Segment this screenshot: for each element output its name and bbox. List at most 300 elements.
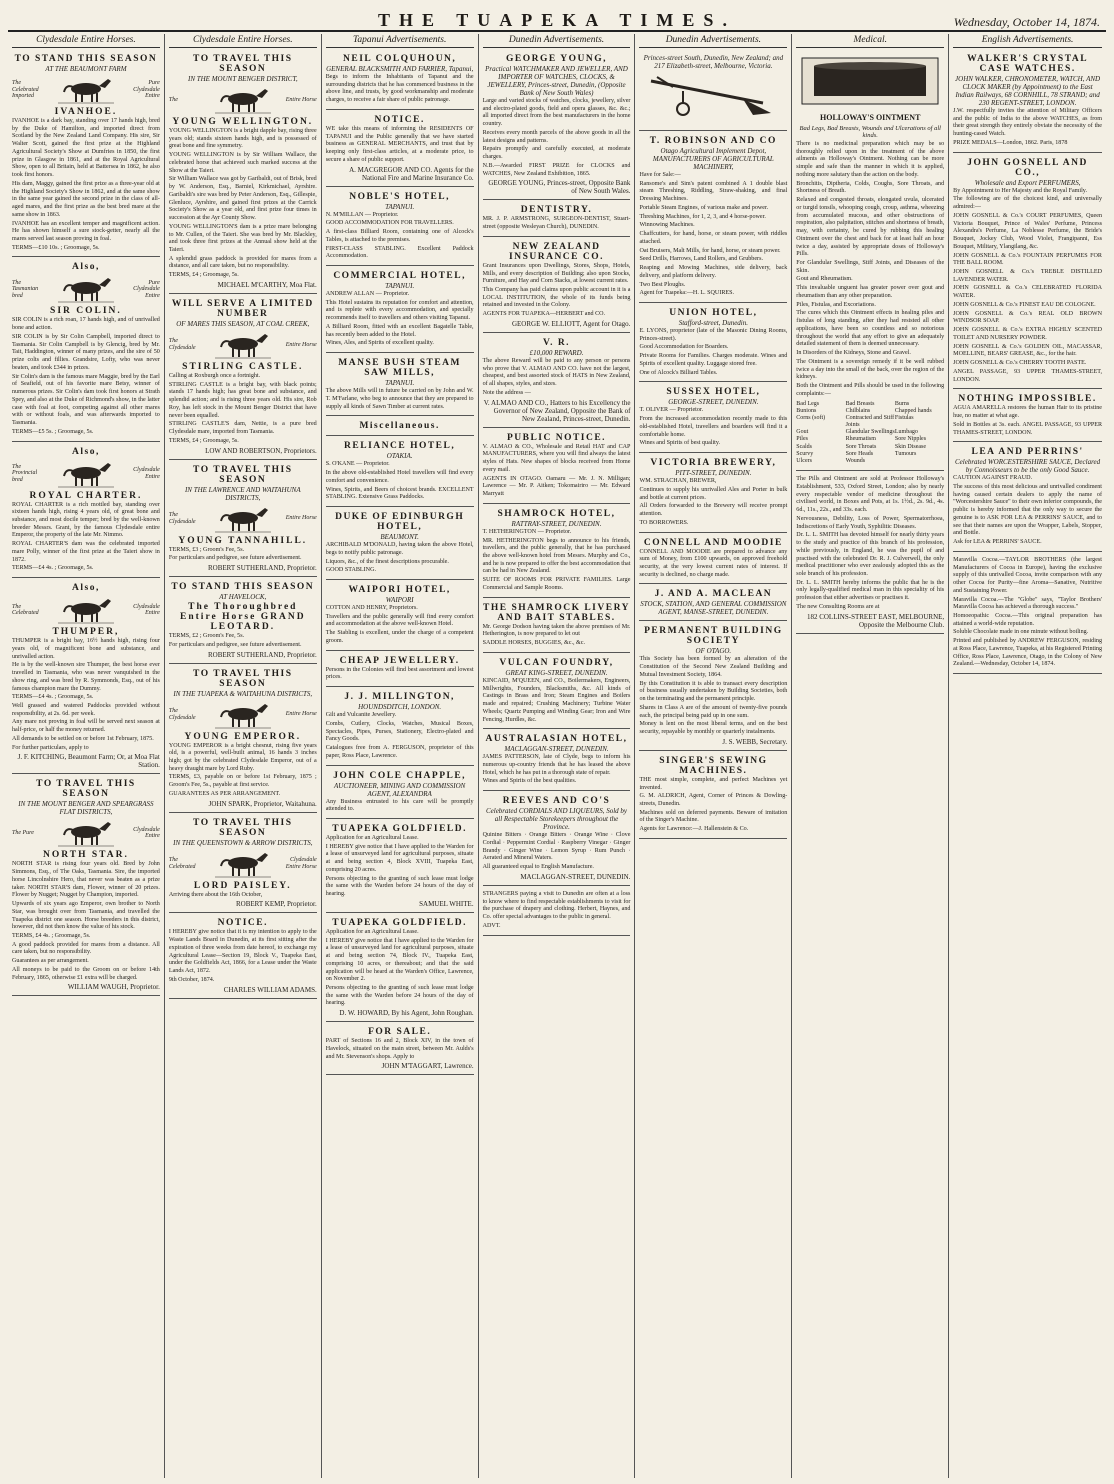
ad-paragraph: This Company has paid claims upon public account in it is a LOCAL INSTITUTION, the whole of its funds being retained and invested in the Colony.: [482, 287, 631, 309]
vignette-right-caption: Clydesdale Entire: [133, 603, 160, 617]
ad-subtitle: IN THE LAWRENCE AND WAITAHUNA DISTRICTS,: [184, 485, 301, 502]
ad-signature: A. MACGREGOR AND CO. Agents for the National Fire and Marine Insurance Co.: [349, 165, 474, 182]
ad-paragraph: YOUNG WELLINGTON is a bright dapple bay, rising three years old; stands sixteen hands high, and is possessed of great bone and fine symmetry.: [168, 128, 317, 150]
ad-subtitle: AT HAVELOCK,: [219, 593, 267, 602]
ad-paragraph: Sir William Wallace was got by Garibaldi, out of Brisk, bred by W. Anderson, Esq., Barniel, Kirkmichael, Ayrshire. Garibaldi's sire was bred by Peter Anderson, Esq., Gillespie, Glenluce, Ayrshire, and gained first prizes at the Carrick Society's Show as a year old, and first prize four times in succession at the Ayr County Show.: [168, 176, 317, 222]
ad-paragraph: The Pills and Ointment are sold at Professor Holloway's Establishment, 533, Oxford Street, London; also by nearly every respectable vendor of medicine throughout the civilised world, in Boxes and Pots, at 1s. 1½d., 2s. 9d., 4s. 6d., 11s., 22s., and 33s. each.: [796, 476, 945, 514]
ad-paragraph: 9th October, 1874.: [168, 976, 215, 983]
advertisement: [483, 655, 631, 729]
ad-paragraph: Receives every month parcels of the above goods in all the latest designs and patterns.: [482, 129, 631, 144]
ad-subtitle: GENERAL BLACKSMITH AND FARRIER, Tapanui,: [326, 65, 474, 73]
ad-title: Also,: [72, 446, 100, 457]
ad-subtitle: GREAT KING-STREET, DUNEDIN.: [505, 668, 608, 677]
ad-paragraph: FIRST-CLASS STABLING. Excellent Paddock Accommodation.: [325, 245, 474, 260]
ad-paragraph: G. M. ALDRICH, Agent, Corner of Princes & Dowling-streets, Dunedin.: [639, 793, 788, 807]
vignette-right-caption: Entire Horse: [285, 96, 317, 103]
ad-paragraph: Piles, Fistulas, and Excoriations.: [796, 301, 876, 308]
ad-paragraph: IVANHOE is a dark bay, standing over 17 hands high, bred by the Duke of Hamilton, and imported direct from Scotland by the New Zealand Land Company. His sire, Sir Walter Scott, gained the first prize at the Highland Agricultural Society's Show at Dumfries in 1850, the first prize in Glasgow in 1861, and at the Royal Agricultural Show, open to all Britain, held at Battersea in 1862, he also took first honors.: [12, 118, 160, 179]
advertisement: [326, 355, 474, 416]
ad-paragraph: Winnowing Machines.: [639, 222, 695, 229]
ad-paragraph: TERMS—£4 4s. ; Groomage, 5s.: [12, 565, 94, 572]
ad-paragraph: T. HETHERINGTON — Proprietor.: [482, 528, 572, 535]
ad-paragraph: Sir Colin's dam is the famous mare Maggie, bred by the Earl of Seafield, out of his favorite mare Betsy, winner of numerous prizes. Sir Colin's dam took first honors at Strath Spey, and also at the Duke of Richmond's show, in the latter case with foal at foot, competing against all other mares with or without foals, and was afterwards imported to Tasmania.: [12, 373, 160, 427]
banner-label: HOLLOWAY'S OINTMENT: [820, 113, 921, 122]
complaint-item: Piles: [796, 436, 808, 443]
ad-paragraph: Homoeopathic Cocoa.—This original preparation has attained a world-wide reputation.: [953, 612, 1103, 627]
ad-paragraph: Oat Bruisers, Malt Mills, for hand, horse, or steam power.: [639, 247, 781, 254]
ad-paragraph: Money is lent on the most liberal terms, and on the best security, repayable by monthly or quarterly instalments.: [639, 721, 788, 736]
ad-signature: ROBERT SUTHERLAND, Proprietor.: [207, 650, 317, 659]
horse-name: YOUNG WELLINGTON.: [172, 117, 314, 127]
ad-signature: MICHAEL M'CARTHY, Moa Flat.: [217, 280, 317, 289]
ad-paragraph: For particulars and pedigree, see future advertisement.: [168, 641, 302, 648]
advertisement: [639, 753, 787, 839]
complaint-item: Gout: [796, 429, 809, 436]
ad-paragraph: THUMPER is a bright bay, 16½ hands high, rising four years old, of magnificent bone and substance, and unrivalled action.: [12, 638, 160, 660]
complaint-item: Tumours: [894, 450, 917, 457]
column-header: Medical.: [796, 34, 944, 48]
ad-subtitle: STOCK, STATION, AND GENERAL COMMISSION AGENT, MANSE-STREET, DUNEDIN.: [640, 600, 787, 617]
ad-paragraph: The above Mills will in future be carried on by John and W. T. M'Farlane, who beg to announce that they are prepared to supply all kinds of Sawn Timber at current rates.: [325, 388, 474, 410]
column-3: [322, 34, 479, 1478]
ad-paragraph: Application for an Agricultural Lease.: [325, 928, 419, 935]
ad-subtitle: Celebrated WORCESTERSHIRE SAUCE, Declared by Connoisseurs to be the only Good Sauce.: [955, 458, 1101, 475]
ad-paragraph: JAMES PATTERSON, late of Clyde, begs to inform his numerous up-country friends that he has leased the above Hotel, which he has put in a thorough state of repair.: [482, 754, 631, 776]
ointment-pot-icon: [800, 56, 940, 106]
ad-paragraph: WM. STRACHAN, BREWER,: [639, 478, 717, 485]
ad-paragraph: TERMS, £2 ; Groom's Fee, 5s.: [168, 633, 245, 640]
column-5: [635, 34, 792, 1478]
ad-signature: 182 COLLINS-STREET EAST, MELBOURNE, Opposite the Melbourne Club.: [806, 612, 945, 629]
ad-paragraph: Wines and Spirits of the best qualities.: [482, 778, 577, 785]
ad-paragraph: AGUA AMARELLA restores the human Hair to its pristine hue, no matter at what age.: [953, 405, 1103, 420]
ad-signature: SAMUEL WHITE.: [419, 899, 474, 908]
ad-paragraph: JOHN GOSNELL & Co.'s CELEBRATED FLORIDA WATER.: [953, 285, 1103, 300]
column-4: [479, 34, 636, 1478]
advertisement: [326, 582, 474, 651]
ad-title: TUAPEKA GOLDFIELD.: [332, 823, 467, 834]
complaint-item: Chilblains: [845, 407, 871, 414]
ad-title: REEVES AND CO'S: [502, 796, 611, 807]
ad-paragraph: SUITE OF ROOMS FOR PRIVATE FAMILIES. Large Commercial and Sample Rooms.: [482, 577, 631, 591]
ad-paragraph: Begs to inform the Inhabitants of Tapanui and the surrounding districts that he has commenced business in the above line, and trusts, by good workmanship and moderate charges, to receive a fair share of public patronage.: [325, 74, 474, 104]
ad-paragraph: Guarantees as per arrangement.: [12, 958, 89, 965]
advertisement: [326, 418, 474, 436]
advertisement: [483, 600, 631, 653]
ad-paragraph: JOHN GOSNELL & Co.'s TREBLE DISTILLED LAVENDER WATER.: [953, 269, 1103, 283]
advertisement: [12, 259, 160, 441]
complaint-item: Sore Heads: [845, 450, 874, 457]
ad-paragraph: For further particulars, apply to: [12, 744, 89, 751]
ad-paragraph: Have for Sale:—: [639, 172, 681, 178]
plough-illustration: [639, 73, 787, 124]
ad-paragraph: N. M'MILLAN — Proprietor.: [325, 211, 399, 218]
ad-paragraph: All guaranteed equal to English Manufacture.: [482, 864, 594, 871]
horse-name: The Thoroughbred Entire Horse GRAND LEOTARD.: [180, 602, 306, 633]
advertisement: [169, 815, 317, 914]
ad-paragraph: JOHN GOSNELL & Co.'s FOUNTAIN PERFUMES FOR THE BALL ROOM.: [953, 252, 1103, 267]
ad-title: TO TRAVEL THIS SEASON: [193, 54, 293, 74]
advertisement: [169, 462, 317, 577]
ad-paragraph: Gout and Rheumatism.: [796, 276, 853, 283]
ad-subtitle: AUCTIONEER, MINING AND COMMISSION AGENT, ALEXANDRA: [333, 781, 466, 798]
ad-paragraph: TERMS, £3, payable on or before 1st February, 1875 ; Groom's Fee, 5s., payable at first service.: [168, 774, 317, 789]
complaint-item: Bunions: [796, 407, 817, 414]
advertisement: [483, 506, 631, 598]
advertisement: [796, 473, 944, 633]
advertisement: [483, 888, 631, 936]
horse-icon: [213, 701, 273, 729]
ad-paragraph: MR. J. P. ARMSTRONG, SURGEON-DENTIST, Stuart-street (opposite Wesleyan Church), DUNEDIN.: [482, 216, 631, 231]
ad-title: NOBLE'S HOTEL,: [349, 191, 451, 202]
vignette-left-caption: The Clydesdale: [168, 511, 196, 525]
ad-paragraph: Combs, Cutlery, Clocks, Watches, Musical Boxes, Spectacles, Pipes, Purses, Stationery, Electro-plated and Fancy Goods.: [325, 720, 474, 743]
ad-paragraph: YOUNG WELLINGTON'S dam is a prize mare belonging to Mr. Cullen, of the Taieri. She was bred by Mr. Blackley, and took three first prizes at the Annual show held at the Taieri.: [168, 223, 317, 254]
ad-title: PERMANENT BUILDING SOCIETY: [644, 626, 783, 647]
vignette-left-caption: The Clydesdale: [168, 338, 196, 351]
ad-paragraph: The Ointment is a sovereign remedy if it be well rubbed twice a day into the small of the back, over the region of the kidneys.: [796, 358, 945, 381]
ad-signature: V. ALMAO AND CO., Hatters to his Excellency the Governor of New Zealand, Opposite the Bank of New Zealand, Princes-street, Dunedin.: [483, 398, 631, 423]
ad-paragraph: All Orders forwarded to the Brewery will receive prompt attention.: [639, 503, 788, 518]
ad-paragraph: Nervousness, Debility, Loss of Power, Spermatorrhoea, Indiscretions of Early Youth, Syphilitic Diseases.: [796, 515, 945, 530]
advertisement: [12, 776, 160, 996]
vignette-left-caption: The: [168, 96, 178, 103]
column-header: Dunedin Advertisements.: [639, 34, 787, 48]
ad-subtitle: Practical WATCHMAKER AND JEWELLER, AND IMPORTER OF WATCHES, CLOCKS, & JEWELLERY, Princes-street, Dunedin, (Opposite Bank of New South Wales): [485, 65, 628, 97]
ad-paragraph: MR. HETHERINGTON begs to announce to his friends, travellers, and the public generally, that he has purchased the above well-known hotel from Messrs. Murphy and Co., and he is now prepared to offer the best accommodation that can be had in New Zealand.: [482, 537, 631, 575]
horse-name: SIR COLIN.: [50, 306, 122, 317]
complaint-item: Rheumatism: [845, 436, 876, 443]
ad-title: TO TRAVEL THIS SEASON: [193, 817, 293, 838]
horse-name: THUMPER,: [52, 627, 120, 638]
ad-paragraph: IVANHOE has an excellent temper and magnificent action. He has shown himself a sure stock-getter, nearly all the mares served last season proving in foal.: [12, 220, 160, 243]
complaint-item: Chapped hands: [894, 407, 932, 414]
ad-subtitle: Wholesale and Export PERFUMERS,: [974, 178, 1081, 187]
advertisement: [326, 509, 474, 580]
ad-paragraph: Note the address —: [482, 389, 531, 396]
ad-paragraph: SADDLE HORSES, BUGGIES, &c., &c.: [482, 640, 585, 647]
ad-paragraph: ROYAL CHARTER is a rich mottled bay, standing over sixteen hands high, rising 4 years old, of great bone and substance, and most docile temper; bred by the well-known breeder Messrs. Grant, by the famous Clydesdale entire Emperor, the property of the late Mr. Nimmo.: [12, 501, 160, 539]
ad-paragraph: Bronchitis, Diptheria, Colds, Coughs, Sore Throats, and Shortness of Breath.: [796, 180, 945, 195]
ad-title: WAIPORI HOTEL,: [348, 584, 451, 595]
ad-paragraph: N.B.—Awarded FIRST PRIZE for CLOCKS and WATCHES, New Zealand Exhibition, 1865.: [482, 162, 631, 177]
ad-paragraph: Repairs promptly and carefully executed, at moderate charges.: [482, 146, 631, 161]
advertisement: [12, 51, 160, 257]
vignette-left-caption: The Celebrated Imported: [12, 80, 39, 100]
ad-paragraph: Two Best Ploughs.: [639, 281, 686, 288]
ad-paragraph: All moneys to be paid to the Groom on or before 14th February, 1865, otherwise £1 extra will be charged.: [12, 966, 160, 981]
ad-subtitle: OTAKIA.: [386, 452, 413, 461]
ad-paragraph: Ask for LEA & PERRINS' SAUCE.: [953, 539, 1042, 546]
horse-icon: [56, 596, 116, 624]
ad-title: NEIL COLQUHOUN,: [343, 54, 457, 64]
ad-paragraph: A Billiard Room, fitted with an excellent Bagatelle Table, has recently been added to the Hotel.: [325, 323, 474, 338]
advertisement: [639, 623, 787, 750]
vignette-left-caption: The Celebrated: [168, 857, 196, 870]
column-header: Clydesdale Entire Horses.: [12, 34, 160, 48]
ad-title: THE SHAMROCK LIVERY AND BAIT STABLES.: [483, 602, 630, 623]
ad-title: TO STAND THIS SEASON: [14, 54, 158, 64]
ad-paragraph: KINCAID, M'QUEEN, and CO., Boilermakers, Engineers, Millwrights, Founders, Blacksmiths, &c. All kinds of Castings in Brass and Iron; Steam Engines and Boilers made and repaired; Crushing Machinery; Turbine Water Wheels; Quartz Pumping and Winding Gear; Iron and Wire Fencing, Hurdles, &c.: [482, 677, 631, 723]
ad-title: VICTORIA BREWERY,: [650, 458, 777, 469]
ad-subtitle: BEAUMONT.: [380, 533, 419, 542]
ad-title: MANSE BUSH STEAM SAW MILLS,: [338, 358, 461, 379]
ad-paragraph: ANDREW ALLAN — Proprietor.: [325, 291, 410, 298]
ad-subtitle: MACLAGGAN-STREET, DUNEDIN.: [504, 745, 609, 754]
ad-paragraph: Grant Insurances upon Dwellings, Stores, Shops, Hotels, Mills, and every description of Building; also upon Stocks, Furniture, and Hay and Corn Stacks, at lowest current rates.: [482, 262, 631, 285]
ad-paragraph: I HEREBY give notice that I have applied to the Warden for a lease of unsurveyed land for agricultural purposes, situate at and being section 74, Block IV., Tuapeka East, comprising 10 acres, or thereabout; and that the said application will be heard at the Warden's Office, Lawrence, on November 2.: [325, 937, 474, 983]
advertisement: [639, 586, 787, 621]
ad-paragraph: This Hotel sustains its reputation for comfort and attention, and is replete with every accommodation, and specially recommends itself to travellers and others visiting Tapanui.: [325, 299, 474, 322]
ad-paragraph: The above Reward will be paid to any person or persons who prove that V. ALMAO AND CO. have not the largest, cheapest, and best assorted stock of HATS in New Zealand, of all shapes, styles, and sizes.: [482, 357, 631, 388]
horse-vignette: [12, 459, 160, 489]
ad-title: NOTHING IMPOSSIBLE.: [958, 394, 1097, 405]
ad-paragraph: All demands to be settled on or before 1st February, 1875.: [12, 735, 154, 742]
horse-icon: [56, 275, 116, 303]
ad-paragraph: Portable Steam Engines, of various make and power.: [639, 204, 769, 211]
vignette-right-caption: Entire Horse: [285, 515, 317, 522]
complaint-item: Ulcers: [796, 458, 812, 464]
advertisement: [326, 51, 474, 110]
horse-vignette: [169, 330, 317, 360]
ad-signature: D. W. HOWARD, By his Agent, John Roughan.: [339, 1009, 474, 1018]
ad-subtitle: AT THE BEAUMONT FARM: [45, 65, 127, 73]
ad-paragraph: A first-class Billiard Room, containing one of Alcock's Tables, is attached to the premises.: [325, 229, 474, 243]
ad-title: PUBLIC NOTICE.: [506, 432, 607, 443]
vignette-left-caption: The Celebrated: [12, 603, 39, 617]
ad-paragraph: From the increased accommodation recently made to this old-established Hotel, travellers and boarders will find it a comfortable home.: [639, 416, 788, 438]
ad-paragraph: Chaffcutters, for hand, horse, or steam power, with riddles attached.: [639, 231, 788, 245]
complaint-item: Burns: [894, 400, 910, 407]
advertisement: [483, 335, 631, 428]
ad-paragraph: Any Business entrusted to his care will be promptly attended to.: [325, 798, 474, 813]
horse-vignette: [169, 849, 317, 879]
ad-subtitle: Celebrated CORDIALS AND LIQUEURS, Sold by all Respectable Storekeepers throughout the Province.: [485, 807, 628, 832]
advertisement: [639, 455, 787, 532]
ad-title: Miscellaneous.: [359, 421, 440, 432]
complaint-item: Corns (soft): [796, 414, 826, 421]
ad-subtitle: GEORGE-STREET, DUNEDIN.: [668, 398, 759, 407]
ad-paragraph: Dr. L. L. SMITH has devoted himself for nearly thirty years to the study and practice of this branch of his profession, while previously, in England, he was the pupil of and practised with the celebrated Dr. R. J. Culverwell, the only medical practitioner who ever zealously adopted this as the sole branch of his profession.: [796, 532, 945, 577]
column-header: Clydesdale Entire Horses.: [169, 34, 317, 48]
ad-paragraph: One of Alcock's Billiard Tables.: [639, 369, 718, 376]
ad-paragraph: This Society has been formed by an alteration of the Constitution of the Second New Zealand Building and Mutual Investment Society, 1864.: [639, 656, 788, 678]
ad-paragraph: Soluble Chocolate made in one minute without boiling.: [953, 629, 1089, 636]
horse-name: YOUNG EMPEROR.: [184, 731, 302, 742]
ad-paragraph: Private Rooms for Families. Charges moderate. Wines and Spirits of excellent quality. Luggage stored free.: [639, 353, 788, 367]
ad-signature: MACLAGGAN-STREET, DUNEDIN.: [520, 872, 631, 881]
ad-paragraph: STRANGERS paying a visit to Dunedin are often at a loss to know where to find respectable establishments to visit for the purchase of drapery and clothing. Herbert, Haynes, and Co. offer special advantages to the public in general.: [482, 890, 631, 921]
ad-title: JOHN COLE CHAPPLE,: [333, 770, 467, 781]
ad-paragraph: A good paddock provided for mares from a distance. All care taken, but no responsibility.: [12, 941, 160, 956]
ad-paragraph: TERMS, £3 ; Groom's Fee, 5s.: [168, 546, 245, 553]
horse-name: YOUNG TANNAHILL.: [178, 535, 308, 546]
vignette-right-caption: Entire Horse: [285, 341, 317, 348]
ad-subtitle: TAPANUI.: [385, 282, 415, 291]
ad-paragraph: GOOD STABLING.: [325, 567, 377, 574]
ad-paragraph: CAUTION AGAINST FRAUD.: [953, 475, 1033, 482]
horse-vignette: [12, 274, 160, 304]
column-2: [165, 34, 322, 1478]
ad-title: CONNELL AND MOODIE: [643, 537, 783, 548]
ad-title: TO TRAVEL THIS SEASON: [193, 668, 293, 689]
ad-title: DENTISTRY.: [520, 205, 593, 216]
ad-subtitle: OF OTAGO.: [695, 647, 732, 656]
ad-title: V. R.: [542, 337, 571, 348]
advertisement: [326, 821, 474, 913]
ad-title: GEORGE YOUNG,: [506, 54, 607, 64]
ad-paragraph: Good Accommodation for Boarders.: [639, 344, 729, 351]
ad-title: J. J. MILLINGTON,: [344, 692, 455, 703]
advertisement: [483, 430, 631, 504]
vignette-right-caption: Entire Horse: [285, 711, 317, 718]
advertisement: [953, 444, 1102, 552]
advertisement: [639, 535, 787, 585]
ad-title: SINGER'S SEWING MACHINES.: [659, 755, 768, 776]
ad-title: TO STAND THIS SEASON: [171, 582, 315, 593]
ad-paragraph: AGENTS FOR TUAPEKA—HERBERT and CO.: [482, 311, 606, 318]
horse-name: STIRLING CASTLE.: [182, 361, 304, 372]
advertisement: [169, 915, 317, 998]
horse-vignette: [169, 504, 317, 534]
ad-title: TO TRAVEL THIS SEASON: [36, 779, 136, 800]
advertisement: [953, 51, 1102, 153]
ad-paragraph: By this Constitution it is able to transact every description of business usually undertaken by Building Societies, both on the terminating and the permanent principle.: [639, 680, 788, 703]
advertisement: [326, 112, 474, 187]
advertisement: [483, 793, 631, 886]
ad-signature: J. S. WEBB, Secretary.: [722, 737, 788, 746]
ad-signature: CHARLES WILLIAM ADAMS.: [223, 985, 317, 994]
ad-paragraph: Printed and published by ANDREW FERGUSON, residing at Ross Place, Lawrence, Tuapeka, at his Registered Printing Office, Ross Place, Lawrence, Otago, in the Colony of New Zealand.—Wednesday, October 14, 1874.: [953, 638, 1103, 668]
ad-title: TUAPEKA GOLDFIELD.: [332, 917, 467, 928]
ad-subtitle: Princes-street South, Dunedin, New Zealand; and 217 Elizabeth-street, Melbourne, Victoria.: [643, 54, 784, 70]
horse-icon: [213, 331, 273, 359]
ad-paragraph: Both the Ointment and Pills should be used in the following complaints:—: [796, 383, 945, 397]
ad-paragraph: Wines, Spirits, and Beers of choicest brands. EXCELLENT STABLING. Extensive Grass Paddocks.: [325, 486, 474, 501]
ad-signature: J. F. KITCHING, Beaumont Farm; Or, at Moa Flat Station.: [17, 753, 160, 770]
ad-subtitle: IN THE QUEENSTOWN & ARROW DISTRICTS,: [173, 838, 313, 847]
ad-subtitle: JOHN WALKER, CHRONOMETER, WATCH, AND CLOCK MAKER (by Appointment) to the East Indian Railways, 68 CORNHILL, 78 STRAND; and 230 REGENT-STREET, LONDON.: [955, 75, 1101, 107]
ad-title: J. AND A. MACLEAN: [654, 589, 773, 600]
ad-title: DUKE OF EDINBURGH HOTEL,: [335, 512, 465, 533]
ad-paragraph: TERMS—£5 5s. ; Groomage, 5s.: [12, 428, 94, 435]
ad-paragraph: Maravilla Cocoa.—TAYLOR BROTHERS (the largest Manufacturers of Cocoa in Europe), having the exclusive supply of this unrivalled Cocoa, invite comparison with any other Cocoa for Purity—fine Aroma—Sanative, Nutritive and Sustaining Power.: [953, 556, 1103, 594]
column-6: [792, 34, 949, 1478]
ad-paragraph: T. OLIVER — Proprietor.: [639, 407, 704, 414]
ad-subtitle: £10,000 REWARD.: [529, 348, 584, 357]
ad-paragraph: Wines, Ales, and Spirits of excellent quality.: [325, 340, 434, 347]
advertisement: [483, 239, 631, 333]
ad-title: SUSSEX HOTEL,: [666, 387, 761, 398]
ad-paragraph: Large and varied stocks of watches, clocks, jewellery, silver and electro-plated goods, field and opera glasses, &c. &c.; all imported direct from the best manufacturers in the home country.: [482, 98, 631, 128]
ad-signature: GEORGE W. ELLIOTT, Agent for Otago.: [511, 319, 631, 328]
ad-paragraph: Liquors, &c., of the finest descriptions procurable.: [325, 558, 449, 565]
advertisement: [12, 444, 160, 579]
ad-paragraph: NORTH STAR is rising four years old. Bred by John Simmons, Esq., of The Oaks, Tasmania. Sire, the imported horse Lincolnshire Hero, that never was beaten as a prize taker. NORTH STAR'S dam, Flower, winner of 20 prizes. Flower by Nugget; Nugget by Champion, imported.: [12, 861, 160, 899]
ad-paragraph: S. O'KANE — Proprietor.: [325, 461, 390, 468]
ad-title: RELIANCE HOTEL,: [344, 441, 456, 452]
ad-subtitle: RATTRAY-STREET, DUNEDIN.: [511, 519, 602, 528]
complaint-list: [796, 401, 944, 466]
ad-paragraph: The following are of the choicest kind, and universally admired:—: [953, 196, 1103, 211]
column-header: Dunedin Advertisements.: [483, 34, 631, 48]
ad-title: NOTICE.: [217, 918, 268, 929]
advertisement: [639, 51, 787, 131]
ad-paragraph: Quinine Bitters · Orange Bitters · Orange Wine · Clove Cordial · Peppermint Cordial · Raspberry Vinegar · Ginger Brandy · Ginger Wine · Lemon Syrup · Rum Punch · Aerated and Mineral Waters.: [482, 832, 631, 862]
ad-paragraph: V. ALMAO & CO., Wholesale and Retail HAT and CAP MANUFACTURERS, where you will find always the latest styles of Hats. New shapes of blocks received from Home every mail.: [482, 443, 631, 473]
advertisement: [326, 653, 474, 687]
vignette-right-caption: Clydesdale Entire: [133, 466, 160, 480]
vignette-left-caption: The Tasmanian bred: [12, 279, 39, 299]
ad-paragraph: Persons in the Colonies will find best assortment and lowest prices.: [325, 666, 474, 681]
complaint-item: Sore Nipples: [894, 436, 927, 443]
ad-title: SHAMROCK HOTEL,: [497, 508, 616, 519]
ad-paragraph: THE most simple, complete, and perfect Machines yet invented.: [639, 776, 788, 791]
advertisement: [326, 189, 474, 266]
ad-paragraph: CONNELL AND MOODIE are prepared to advance any sum of Money, from £100 upwards, on approved freehold security, at the very lowest current rates of interest. If security is declined, no charge made.: [639, 548, 788, 578]
ad-paragraph: Arriving there about the 16th October,: [168, 891, 263, 898]
ad-paragraph: SIR COLIN is by Sir Colin Campbell, imported direct to Tasmania. Sir Colin Campbell is by Glencig, bred by Mr. Tait, Haddington, winner of many prizes, and the sire of 50 prize colts and fillies. Grandsire, Lofty, who was never beaten, and took £344 in prizes.: [12, 333, 160, 371]
horse-icon: [56, 460, 116, 488]
complaint-item: Bad Breasts: [845, 400, 875, 407]
ad-paragraph: ROYAL CHARTER'S dam was the celebrated imported mare Polly, winner of the first prize at the Taieri show in 1872.: [12, 541, 160, 563]
ad-paragraph: For Glandular Swellings, Stiff Joints, and Diseases of the Skin.: [796, 260, 945, 274]
ad-title: LEA AND PERRINS': [971, 447, 1084, 458]
complaint-item: Fistulas: [894, 414, 914, 421]
complaint-item: Scurvy: [796, 450, 814, 457]
ad-paragraph: The new Consulting Rooms are at: [796, 603, 880, 610]
ad-paragraph: A splendid grass paddock is provided for mares from a distance, and all care taken, but no responsibility.: [168, 255, 317, 270]
ad-paragraph: Catalogues free from A. FERGUSON, proprietor of this paper, Ross Place, Lawrence.: [325, 745, 474, 759]
ad-paragraph: Reaping and Mowing Machines, side delivery, back delivery, and platform delivery.: [639, 265, 788, 279]
advertisement: [326, 1024, 474, 1075]
horse-name: IVANHOE.: [54, 107, 118, 117]
vignette-left-caption: The Pure: [12, 830, 34, 837]
ad-signature: ROBERT SUTHERLAND, Proprietor.: [207, 564, 317, 573]
horse-icon: [213, 505, 273, 533]
ad-paragraph: TERMS, £4 ; Groomage, 5s.: [168, 272, 239, 279]
ad-title: WILL SERVE A LIMITED NUMBER: [171, 298, 314, 319]
ad-paragraph: Wines and Spirits of best quality.: [639, 440, 721, 447]
horse-icon: [56, 819, 116, 847]
ad-title: WALKER'S CRYSTAL CASE WATCHES.: [967, 54, 1089, 74]
ad-paragraph: I HEREBY give notice that I have applied to the Warden for a lease of unsurveyed land for agricultural purposes, situate at and being section 4, Block XVIII, Tuapeka East, comprising 20 acres.: [325, 843, 474, 873]
ad-paragraph: Relaxed and congested throats, elongated uvula, ulcerated or turgid tonsils, whooping cough, croup, asthma, wheezing from accumulated mucous, and other obstructions of respiration, also palpitation, stitches and shortness of breath, may, with certainty, be cured by rubbing this healing Ointment over the chest and back for at least half an hour twice a day, assisted by appropriate doses of Holloway's Pills.: [796, 197, 945, 258]
ad-paragraph: JOHN GOSNELL & Co.'s CHERRY TOOTH PASTE.: [953, 360, 1087, 367]
ad-paragraph: Any mare not proving in foal will be served next season at half-price, or half the money returned.: [12, 719, 160, 734]
advertisement: [639, 133, 787, 303]
vignette-left-caption: The Clydesdale: [168, 707, 196, 721]
ad-paragraph: TERMS, £4 ; Groomage, 5s.: [168, 437, 239, 444]
ad-paragraph: I HEREBY give notice that it is my intention to apply to the Waste Lands Board in Dunedin, at its first sitting after the expiration of three weeks from date hereof, to exchange my Agricultural Lease—Section 19, Block V., Tuapeka East, under the Goldfields Act, 1866, for a Lease under the Waste Lands Act, 1872.: [168, 929, 317, 975]
horse-icon: [56, 76, 116, 104]
horse-vignette: [169, 700, 317, 730]
plough-icon: [643, 73, 783, 119]
advertisement: [12, 580, 160, 774]
ad-subtitle: TAPANUI.: [385, 202, 415, 211]
ad-paragraph: ANGEL PASSAGE, 93 UPPER THAMES-STREET, LONDON.: [953, 368, 1103, 383]
ad-title: JOHN GOSNELL AND CO.,: [967, 157, 1088, 178]
ad-paragraph: STIRLING CASTLE'S dam, Nettie, is a pure bred Clydesdale mare, imported from Tasmania.: [168, 421, 317, 436]
horse-icon: [213, 86, 273, 114]
vignette-right-caption: Clydesdale Entire Horse: [285, 857, 317, 870]
advertisement: [169, 296, 317, 460]
ad-subtitle: HOUNDSDITCH, LONDON.: [358, 703, 442, 712]
ad-paragraph: The Stabling is excellent, under the charge of a competent groom.: [325, 630, 474, 644]
ad-paragraph: Agent for Tuapeka:—H. L. SQUIRES.: [639, 290, 735, 297]
ad-paragraph: JOHN GOSNELL & Co.'s EXTRA HIGHLY SCENTED TOILET AND NURSERY POWDER.: [953, 327, 1103, 341]
advertisement: [326, 768, 474, 819]
